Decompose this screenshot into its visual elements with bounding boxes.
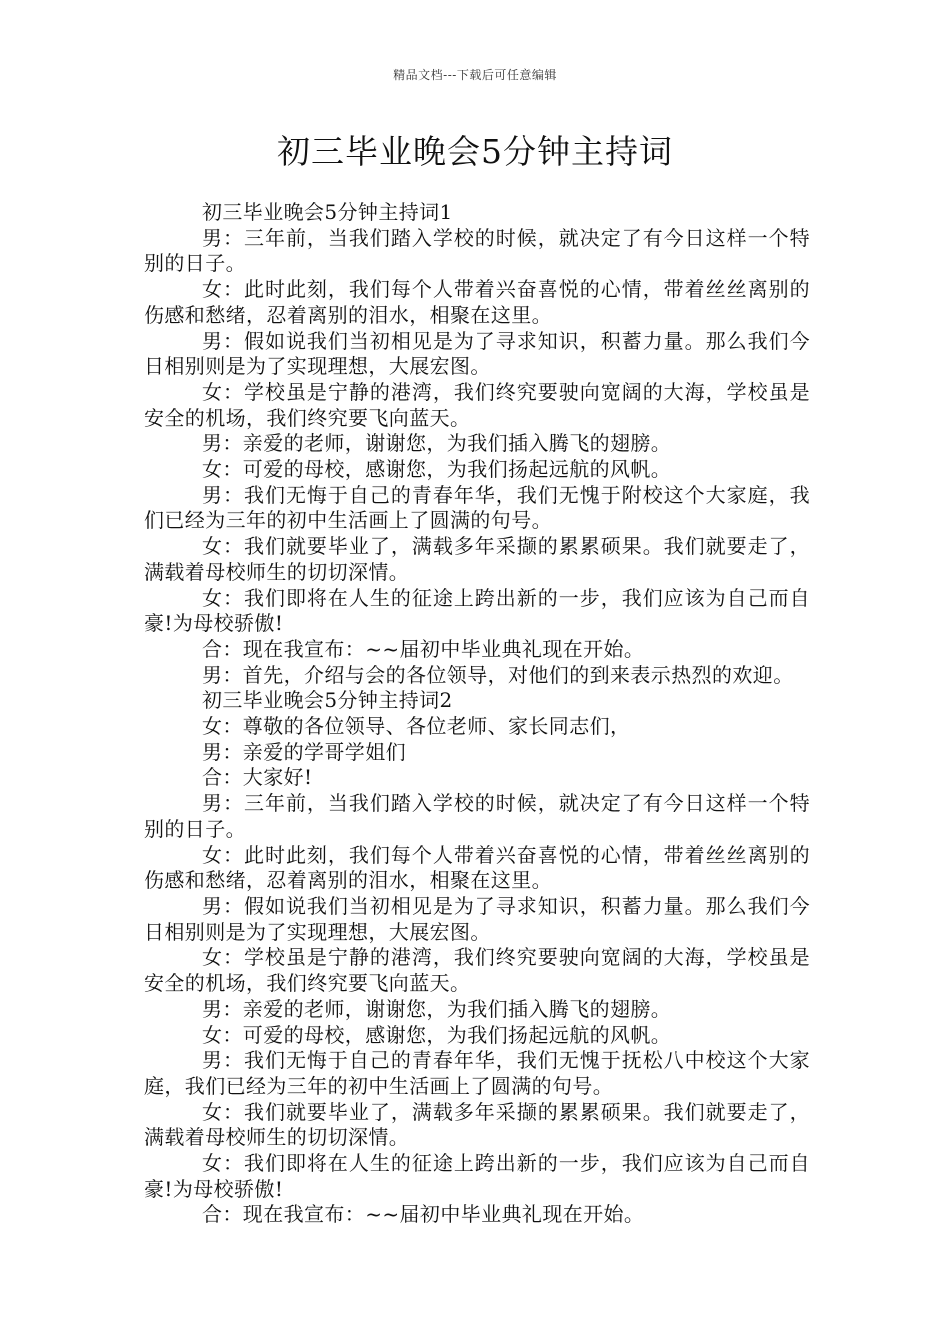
paragraph: 合：现在我宣布：~~届初中毕业典礼现在开始。 [202, 1202, 645, 1227]
paragraph: 男：首先，介绍与会的各位领导，对他们的到来表示热烈的欢迎。 [202, 662, 794, 687]
paragraph: 男：我们无悔于自己的青春年华，我们无愧于抚松八中校这个大家庭，我们已经为三年的初中生活画上了圆满的句号。 [144, 1048, 810, 1098]
paragraph: 男：我们无悔于自己的青春年华，我们无愧于附校这个大家庭，我们已经为三年的初中生活画上了圆满的句号。 [144, 482, 810, 533]
paragraph: 男：亲爱的学哥学姐们 [202, 739, 406, 764]
paragraph: 男：亲爱的老师，谢谢您，为我们插入腾飞的翅膀。 [202, 996, 672, 1021]
paragraph: 合：现在我宣布：~~届初中毕业典礼现在开始。 [202, 636, 645, 661]
paragraph: 初三毕业晚会5分钟主持词2 [202, 688, 453, 713]
paragraph: 女：学校虽是宁静的港湾，我们终究要驶向宽阔的大海，学校虽是安全的机场，我们终究要飞向蓝天。 [144, 379, 810, 430]
paragraph: 女：我们就要毕业了，满载多年采撷的累累硕果。我们就要走了，满载着母校师生的切切深情。 [144, 534, 810, 584]
paragraph: 女：可爱的母校，感谢您，为我们扬起远航的风帆。 [202, 1022, 672, 1047]
paragraph: 女：我们即将在人生的征途上跨出新的一步，我们应该为自己而自豪!为母校骄傲! [144, 1151, 810, 1201]
paragraph: 初三毕业晚会5分钟主持词1 [202, 200, 453, 224]
paragraph: 女：尊敬的各位领导、各位老师、家长同志们， [202, 714, 631, 739]
paragraph: 女：我们就要毕业了，满载多年采撷的累累硕果。我们就要走了，满载着母校师生的切切深情。 [144, 1099, 810, 1150]
document-title: 初三毕业晚会5分钟主持词 [277, 132, 673, 171]
header-note: 精品文档---下载后可任意编辑 [393, 68, 557, 82]
paragraph: 女：可爱的母校，感谢您，为我们扬起远航的风帆。 [202, 457, 672, 482]
paragraph: 男：假如说我们当初相见是为了寻求知识，积蓄力量。那么我们今日相别则是为了实现理想，大展宏图。 [144, 328, 810, 379]
paragraph: 女：此时此刻，我们每个人带着兴奋喜悦的心情，带着丝丝离别的伤感和愁绪，忍着离别的泪水，相聚在这里。 [144, 277, 810, 327]
paragraph: 女：学校虽是宁静的港湾，我们终究要驶向宽阔的大海，学校虽是安全的机场，我们终究要飞向蓝天。 [144, 945, 810, 996]
paragraph: 女：我们即将在人生的征途上跨出新的一步，我们应该为自己而自豪!为母校骄傲! [144, 585, 810, 636]
paragraph: 女：此时此刻，我们每个人带着兴奋喜悦的心情，带着丝丝离别的伤感和愁绪，忍着离别的泪水，相聚在这里。 [144, 842, 810, 893]
paragraph: 男：三年前，当我们踏入学校的时候，就决定了有今日这样一个特别的日子。 [144, 225, 810, 276]
paragraph: 男：亲爱的老师，谢谢您，为我们插入腾飞的翅膀。 [202, 431, 672, 456]
paragraph: 男：假如说我们当初相见是为了寻求知识，积蓄力量。那么我们今日相别则是为了实现理想，大展宏图。 [144, 893, 810, 944]
paragraph: 合：大家好! [202, 765, 313, 790]
document-body [144, 200, 810, 1228]
paragraph: 男：三年前，当我们踏入学校的时候，就决定了有今日这样一个特别的日子。 [144, 791, 810, 841]
